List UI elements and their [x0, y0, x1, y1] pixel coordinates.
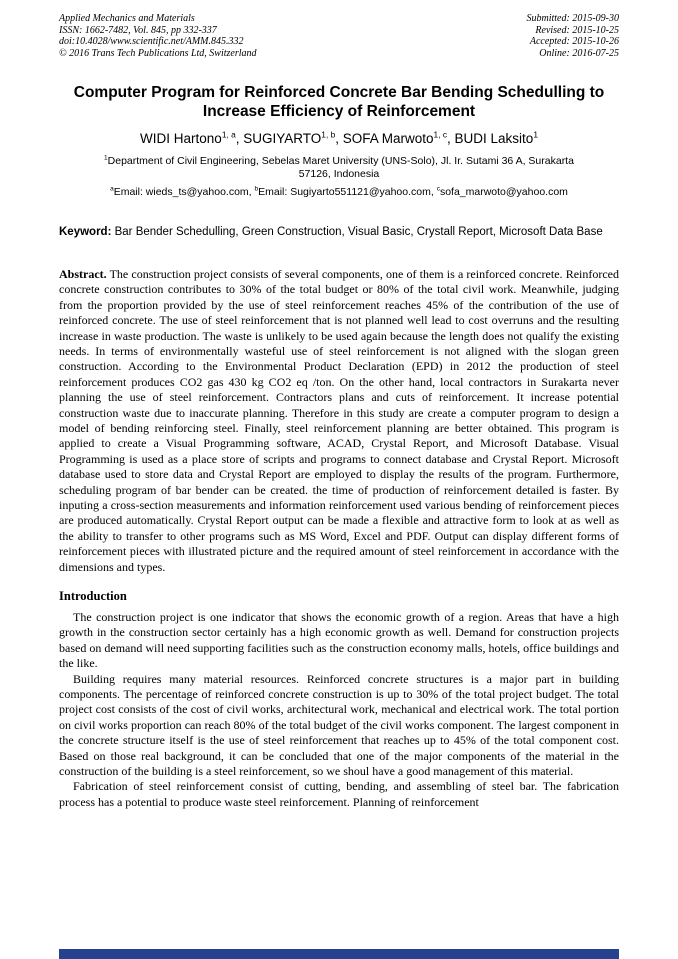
email-address: Email: Sugiyarto551121@yahoo.com,	[258, 186, 437, 199]
email-address: sofa_marwoto@yahoo.com	[439, 186, 568, 199]
abstract	[59, 267, 619, 575]
author-name: , SUGIYARTO	[235, 131, 322, 147]
abstract-label: Abstract.	[59, 266, 107, 281]
intro-paragraph-3: Fabrication of steel reinforcement consist of cutting, bending, and assembling of steel bar. The fabrication process has a potential to produce waste steel reinforcement. Planning of reinforcement	[59, 779, 619, 809]
authors-line	[59, 130, 619, 147]
paper-title: Computer Program for Reinforced Concrete Bar Bending Schedulling to Increase Efficiency of Reinforcement	[73, 84, 605, 121]
issn-volume-line: ISSN: 1662-7482, Vol. 845, pp 332-337	[59, 24, 217, 36]
email-marker: c	[436, 185, 440, 193]
author-affiliation-marker: 1	[533, 129, 538, 140]
author-name: , BUDI Laksito	[447, 131, 534, 147]
online-date: Online: 2016-07-25	[539, 47, 619, 59]
accepted-date: Accepted: 2015-10-26	[529, 36, 619, 48]
author-affiliation-marker: 1, a	[221, 129, 236, 140]
intro-paragraph-1: The construction project is one indicator that shows the economic growth of a region. Areas that have a high growth in the construction sector certainly has a high economic growth as well. Demand for construction projects based on demand will need supporting facilities such as the construction economy malls, hotels, office buildings and the like.	[59, 610, 619, 671]
revised-date: Revised: 2015-10-25	[535, 24, 619, 36]
journal-name: Applied Mechanics and Materials	[59, 13, 195, 24]
affiliation-text: Department of Civil Engineering, Sebelas Maret University (UNS-Solo), Jl. Ir. Sutami 36 A, Surakarta 57126, Indonesia	[107, 155, 574, 181]
journal-header	[59, 13, 619, 59]
submitted-date: Submitted: 2015-09-30	[526, 13, 619, 24]
abstract-text: The construction project consists of several components, one of them is a reinforced concrete. Reinforced concrete construction contributes to 30% of the total budget or 80% of the total civil work. Meanwhile, judging from the proportion provided by the use of steel reinforcement reaches 45% of the contribution of the use of reinforced concrete. The use of steel reinforcement that is not planned well lead to cost overruns and the resulting increase in waste production. The waste is unlikely to be used again because the length does not qualify the existing needs. In terms of environmentally wasteful use of steel reinforcement is not aligned with the slogan green construction. According to the Environmental Product Declaration (EPD) in 2012 the production of steel reinforcement produces CO2 gas 430 kg CO2 eq /ton. On the other hand, local contractors in Surakarta never planning the use of steel reinforcement. Contractors plans and cuts of reinforcement. It increase potential construction waste due to inaccurate planning. Therefore in this study are create a computer program to design a model of bending reinforcing steel. Finally, steel reinforcement planning are better obtained. This program is applied to create a Visual Programming software, ACAD, Crystal Report, and Microsoft Database. Visual Programming is used as a place store of scripts and programs to connect database and Crystal Report. Microsoft database used to store data and Crystal Report are employed to display the results of the program. Furthermore, scheduling program of bar bender can be created. the time of production of reinforcement detailed is faster. By inputing a cross-section measurements and information reinforcement used various bending of reinforcement pieces are produced automatically. Crystal Report output can be made a flexible and attractive form to look at as well as the ability to transfer to other programs such as MS Word, Excel and PDF. Output can display different forms of reinforcement pieces with illustrated picture and the required amount of steel reinforcement in accordance with the dimensions and types.	[59, 266, 619, 574]
emails-line	[59, 186, 619, 199]
keywords-line	[59, 225, 619, 240]
author-name: , SOFA Marwoto	[335, 131, 434, 147]
journal-info-block	[59, 13, 257, 59]
affiliation-marker: 1	[104, 154, 108, 162]
bottom-banner	[59, 949, 619, 959]
keywords-text: Bar Bender Schedulling, Green Construction, Visual Basic, Crystall Report, Microsoft Data Base	[111, 226, 603, 239]
copyright-line: © 2016 Trans Tech Publications Ltd, Switzerland	[59, 47, 257, 59]
doi-line: doi:10.4028/www.scientific.net/AMM.845.332	[59, 36, 244, 48]
email-marker: a	[110, 185, 114, 193]
affiliation-line	[93, 155, 585, 181]
email-marker: b	[254, 185, 259, 193]
keywords-label: Keyword:	[59, 226, 112, 239]
email-address: Email: wieds_ts@yahoo.com,	[113, 186, 255, 199]
author-affiliation-marker: 1, b	[321, 129, 336, 140]
section-heading-introduction: Introduction	[59, 589, 127, 603]
author-name: WIDI Hartono	[140, 131, 222, 147]
author-affiliation-marker: 1, c	[433, 129, 448, 140]
dates-block	[527, 13, 620, 59]
intro-paragraph-2: Building requires many material resources. Reinforced concrete structures is a major part in building components. The percentage of reinforced concrete construction is up to 30% of the total project budget. The total project cost consists of the cost of civil works, architectural work, mechanical and electrical work. The total portion on civil works proportion can reach 80% of the total budget of the civil works component. The largest component in the concrete structure itself is the use of steel reinforcement that reaches up to 45% of the total component cost. Based on those real background, it can be concluded that one of the major components of the material in the construction of the building is a steel reinforcement, so we shoul have a good management of this material.	[59, 671, 619, 779]
